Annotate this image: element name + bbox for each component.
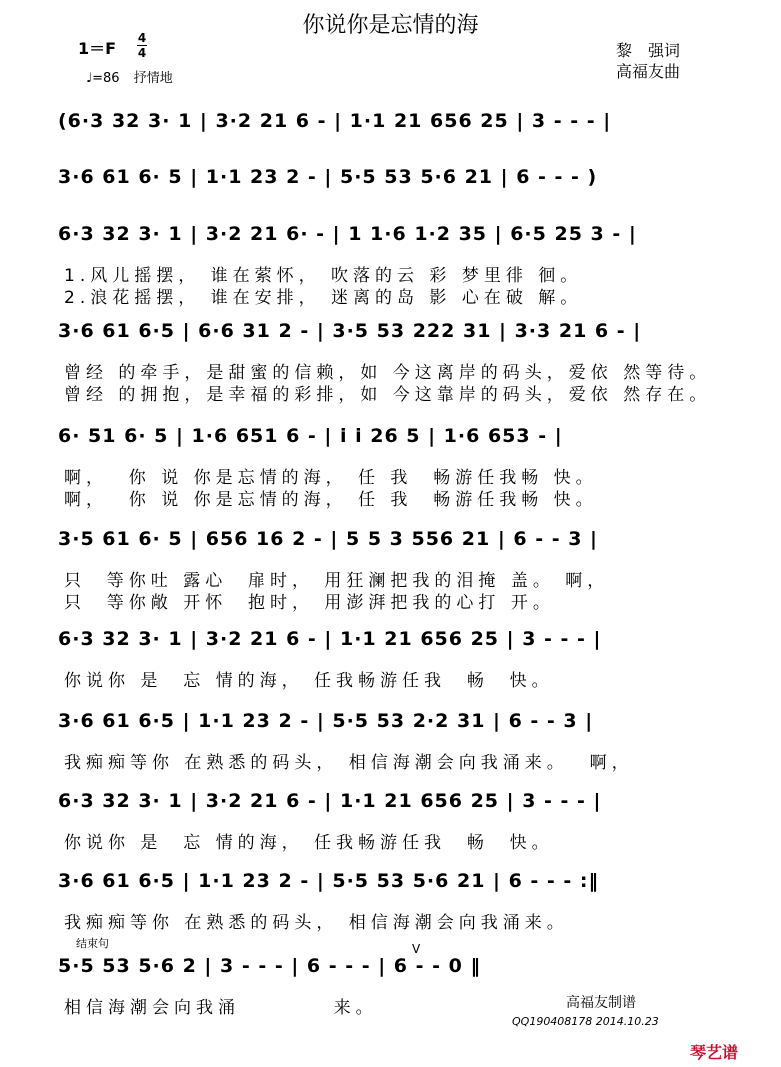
meter-bottom: 4 (137, 46, 147, 60)
notation-line: (6·3 32 3· 1 | 3·2 21 6 - | 1·1 21 656 25 | 3 - - - | (58, 110, 612, 132)
meter-top: 4 (137, 31, 147, 45)
lyric-line: 曾经 的牵手，是甜蜜的信赖，如 今这离岸的码头，爱依 然等待。 (64, 363, 712, 383)
arranger-credit: 高福友制谱 (566, 995, 636, 1011)
lyric-line: 我痴痴等你 在熟悉的码头， 相信海潮会向我涌来。 啊， (64, 753, 634, 773)
song-title: 你说你是忘情的海 (302, 13, 479, 38)
lyricist-credit: 黎 强词 (616, 41, 681, 60)
lyric-line: 你说你 是 忘 情的海， 任我畅游任我 畅 快。 (64, 671, 554, 691)
lyric-line: 只 等你吐 露心 扉时， 用狂澜把我的泪掩 盖。 啊， (64, 571, 610, 591)
site-logo: 琴艺谱 (690, 1043, 739, 1062)
lyric-line: 啊， 你 说 你是忘情的海， 任 我 畅游任我畅 快。 (64, 468, 598, 488)
notation-line: 3·6 61 6·5 | 6·6 31 2 - | 3·5 53 222 31 | 3·3 21 6 - | (58, 320, 642, 342)
key-signature: 1＝F (78, 39, 117, 58)
lyric-line: 2.浪花摇摆， 谁在安排， 迷离的岛 影 心在破 解。 (64, 288, 583, 308)
lyric-line: 曾经 的拥抱，是幸福的彩排，如 今这靠岸的码头，爱依 然存在。 (64, 385, 712, 405)
notation-line: 3·6 61 6·5 | 1·1 23 2 - | 5·5 53 2·2 31 | 6 - - 3 | (58, 710, 594, 732)
notation-line: 3·6 61 6·5 | 1·1 23 2 - | 5·5 53 5·6 21 | 6 - - - :‖ (58, 870, 600, 892)
notation-line: 6·3 32 3· 1 | 3·2 21 6 - | 1·1 21 656 25 | 3 - - - | (58, 628, 602, 650)
breath-mark: V (412, 942, 421, 956)
lyric-line: 啊， 你 说 你是忘情的海， 任 我 畅游任我畅 快。 (64, 490, 598, 510)
notation-line: 3·6 61 6· 5 | 1·1 23 2 - | 5·5 53 5·6 21 | 6 - - - ) (58, 166, 598, 188)
lyric-line: 相信海潮会向我涌 来。 (64, 998, 378, 1018)
contact-info: QQ190408178 2014.10.23 (512, 1015, 659, 1028)
composer-credit: 高福友曲 (616, 62, 681, 81)
notation-line: 6·3 32 3· 1 | 3·2 21 6· - | 1 1·6 1·2 35 | 6·5 25 3 - | (58, 223, 637, 245)
lyric-line: 1.风儿摇摆， 谁在萦怀， 吹落的云 彩 梦里徘 徊。 (64, 266, 583, 286)
expression-mark: 抒情地 (133, 71, 173, 86)
ending-label: 结束句 (76, 937, 109, 950)
notation-line: 3·5 61 6· 5 | 656 16 2 - | 5 5 3 556 21 | 6 - - 3 | (58, 528, 598, 550)
notation-line: 6·3 32 3· 1 | 3·2 21 6 - | 1·1 21 656 25 | 3 - - - | (58, 790, 602, 812)
notation-line: 6· 51 6· 5 | 1·6 651 6 - | i i 26 5 | 1·6 653 - | (58, 425, 563, 447)
lyric-line: 我痴痴等你 在熟悉的码头， 相信海潮会向我涌来。 (64, 913, 569, 933)
lyric-line: 你说你 是 忘 情的海， 任我畅游任我 畅 快。 (64, 833, 554, 853)
tempo-line (86, 67, 173, 86)
notation-line: 5·5 53 5·6 2 | 3 - - - | 6 - - - | 6 - - 0 ‖ (58, 955, 481, 977)
time-signature (137, 32, 147, 59)
lyric-line: 只 等你敞 开怀 抱时， 用澎湃把我的心打 开。 (64, 593, 555, 613)
tempo-mark: ♩=86 (86, 71, 120, 86)
